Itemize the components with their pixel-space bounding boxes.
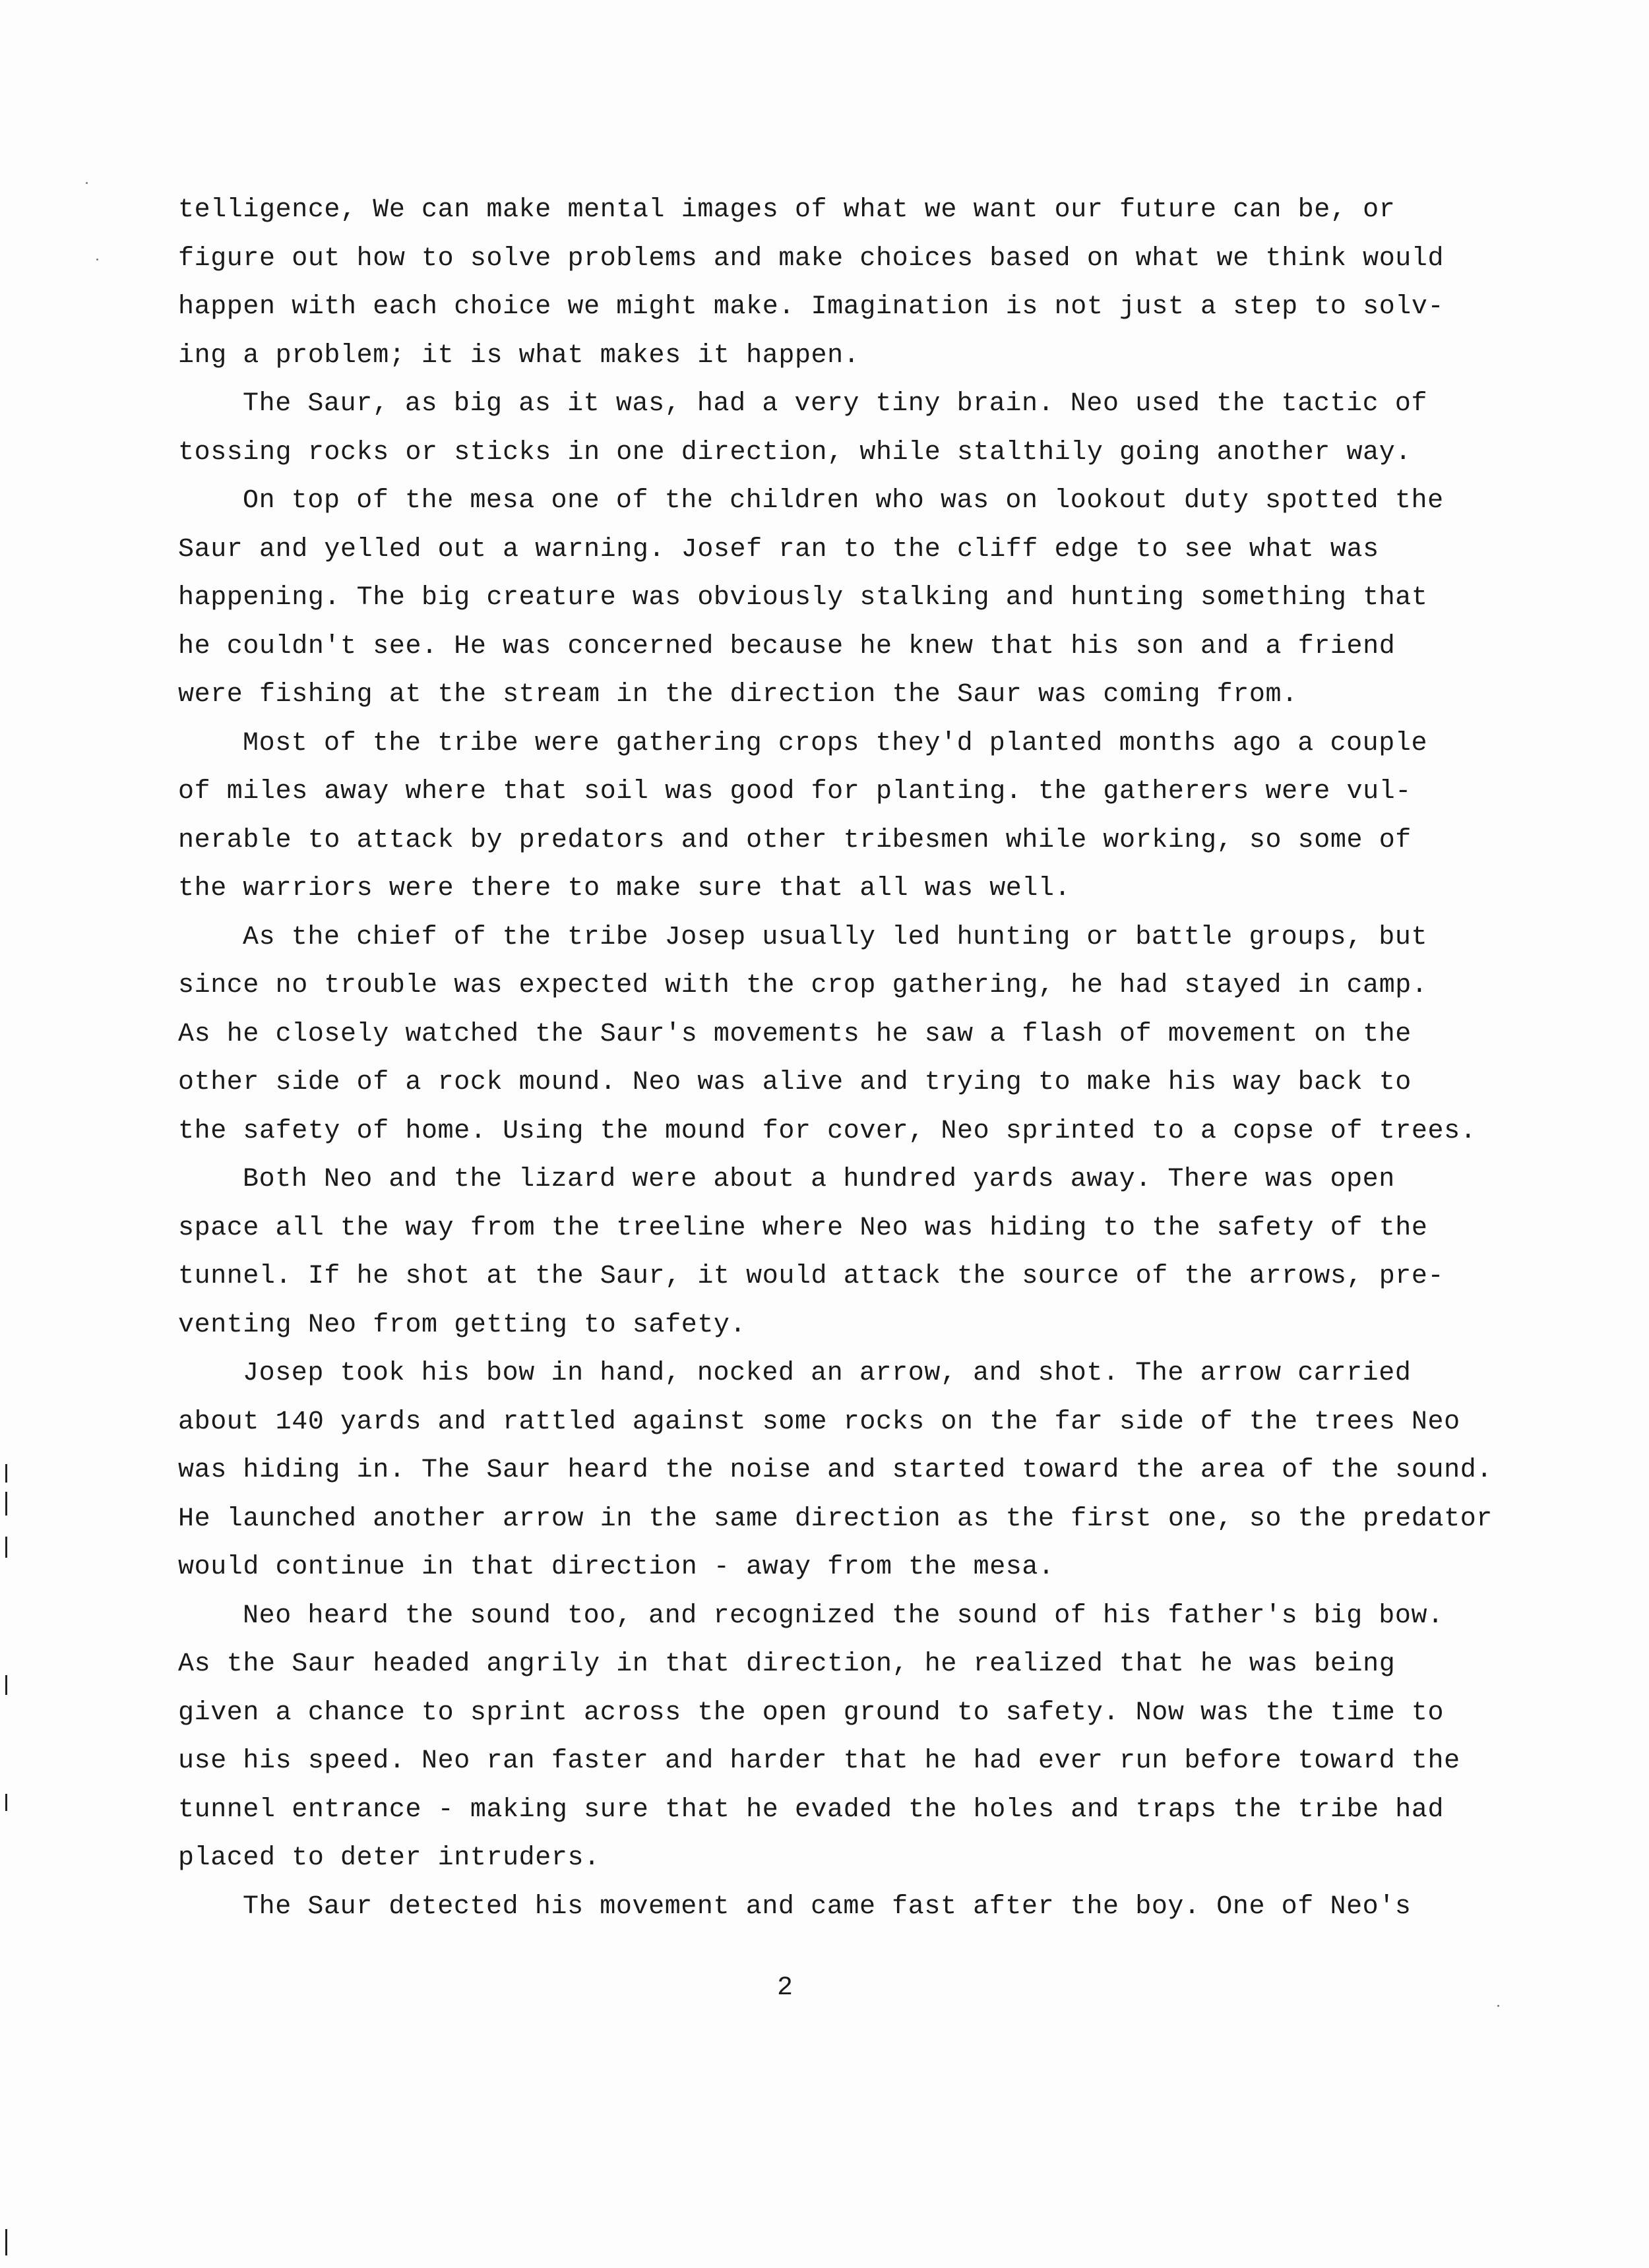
text-line: venting Neo from getting to safety.: [178, 1310, 747, 1340]
scan-speck: [86, 182, 88, 184]
text-line: On top of the mesa one of the children who was on lookout duty spotted the: [243, 486, 1444, 516]
text-line: other side of a rock mound. Neo was alive and trying to make his way back to: [178, 1068, 1412, 1097]
text-line: space all the way from the treeline where Neo was hiding to the safety of the: [178, 1213, 1428, 1243]
text-line: The Saur detected his movement and came fast after the boy. One of Neo's: [243, 1891, 1412, 1922]
text-line: tunnel. If he shot at the Saur, it would attack the source of the arrows, pre-: [178, 1262, 1445, 1291]
text-line: given a chance to sprint across the open ground to safety. Now was the time to: [178, 1698, 1445, 1728]
text-line: happen with each choice we might make. Imagination is not just a step to solv-: [178, 292, 1445, 322]
text-line: As the Saur headed angrily in that direction, he realized that he was being: [178, 1649, 1396, 1679]
text-line: the warriors were there to make sure that all was well.: [178, 874, 1071, 904]
text-line: Saur and yelled out a warning. Josef ran to the cliff edge to see what was: [178, 534, 1379, 565]
text-line: happening. The big creature was obviously stalking and hunting something that: [178, 583, 1428, 613]
text-line: As the chief of the tribe Josep usually led hunting or battle groups, but: [243, 922, 1428, 952]
text-line: ing a problem; it is what makes it happen.: [178, 340, 860, 371]
text-line: Neo heard the sound too, and recognized the sound of his father's big bow.: [243, 1601, 1444, 1631]
text-line: Most of the tribe were gathering crops they'd planted months ago a couple: [243, 728, 1428, 758]
text-line: As he closely watched the Saur's movements he saw a flash of movement on the: [178, 1019, 1412, 1049]
text-line: would continue in that direction - away from the mesa.: [178, 1552, 1055, 1582]
scan-mark: [5, 1794, 7, 1811]
text-line: use his speed. Neo ran faster and harder that he had ever run before toward the: [178, 1746, 1460, 1776]
text-line: since no trouble was expected with the crop gathering, he had stayed in camp.: [178, 971, 1428, 1000]
scan-mark: [5, 1464, 7, 1483]
text-line: The Saur, as big as it was, had a very tiny brain. Neo used the tactic of: [243, 389, 1428, 419]
text-line: about 140 yards and rattled against some rocks on the far side of the trees Neo: [178, 1407, 1460, 1437]
scan-mark: [5, 2229, 7, 2255]
text-line: placed to deter intruders.: [178, 1843, 600, 1873]
scan-speck: [96, 259, 98, 261]
text-line: Josep took his bow in hand, nocked an arrow, and shot. The arrow carried: [243, 1359, 1412, 1388]
text-line: nerable to attack by predators and other tribesmen while working, so some of: [178, 825, 1412, 855]
text-line: tunnel entrance - making sure that he evaded the holes and traps the tribe had: [178, 1794, 1445, 1825]
page-number: 2: [776, 1973, 793, 2003]
text-line: Both Neo and the lizard were about a hundred yards away. There was open: [243, 1165, 1395, 1194]
text-line: He launched another arrow in the same direction as the first one, so the predator: [178, 1504, 1493, 1534]
text-line: he couldn't see. He was concerned because he knew that his son and a friend: [178, 631, 1396, 661]
scan-mark: [5, 1537, 7, 1558]
text-line: the safety of home. Using the mound for cover, Neo sprinted to a copse of trees.: [178, 1116, 1477, 1146]
scan-mark: [5, 1675, 7, 1695]
body-text: [178, 186, 1510, 1931]
text-line: was hiding in. The Saur heard the noise and started toward the area of the sound.: [178, 1456, 1493, 1485]
text-line: telligence, We can make mental images of what we want our future can be, or: [178, 195, 1396, 225]
text-line: tossing rocks or sticks in one direction, while stalthily going another way.: [178, 437, 1412, 468]
text-line: were fishing at the stream in the direction the Saur was coming from.: [178, 680, 1298, 710]
scan-mark: [5, 1492, 7, 1516]
text-line: figure out how to solve problems and make choices based on what we think would: [178, 243, 1445, 274]
scan-speck: [1497, 2005, 1499, 2007]
text-line: of miles away where that soil was good for planting. the gatherers were vul-: [178, 777, 1412, 807]
